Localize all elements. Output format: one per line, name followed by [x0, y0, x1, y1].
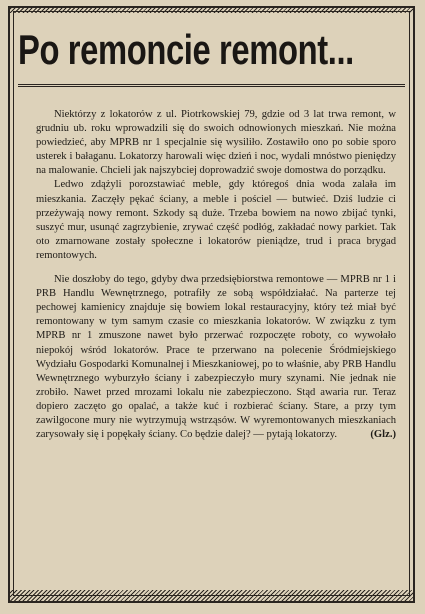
- headline-rule: [18, 84, 405, 85]
- article-paragraph-2: Ledwo zdążyli porozstawiać meble, gdy któregoś dnia woda zalała im mieszkania. Zaczęły pękać ściany, a meble i pościel — butwieć. Dziś ludzie ci przeżywają nowy remont. Szkody są duże. Trzeba bowiem na nowo zbijać tynki, suszyć mur, usunąć zagrzybienie, zrywać część podłóg, zakładać nowy parkiet. Tak oto zmarnowane zostały społeczne i lokatorów pieniądze, trud i praca brygad remontowych.: [36, 179, 396, 261]
- headline-rule-double: [18, 86, 405, 87]
- article-body: [36, 108, 396, 442]
- article-headline: Po remoncie remont...: [18, 26, 354, 73]
- bottom-hatched-border: [8, 590, 415, 602]
- article-paragraph-1: Niektórzy z lokatorów z ul. Piotrkowskiej 79, gdzie od 3 lat trwa remont, w grudniu ub. roku wprowadzili się do swoich odnowionych mieszkań. Nie można powiedzieć, aby MPRB nr 1 specjalnie się wysiliło. Zostawiło ono po sobie sporo usterek i bałaganu. Lokatorzy harowali więc dzień i noc, wydali mnóstwo pieniędzy na malowanie. Chcieli jak najszybciej doprowadzić swoje domostwa do porządku.: [36, 109, 396, 177]
- author-signoff: (Glz.): [370, 429, 396, 441]
- article-paragraph-3: Nie doszłoby do tego, gdyby dwa przedsiębiorstwa remontowe — MPRB nr 1 i PRB Handlu Wewnętrznego, potrafiły ze sobą współdziałać. Na parterze tej pechowej kamienicy znajduje się bowiem lokal restauracyjny, który też miał być remontowany w tym samym czasie co mieszkania lokatorów. W związku z tym MPRB nr 1 zmuszone nawet było przerwać rozpoczęte roboty, co wywołało niepokój wśród lokatorów. Prace te przerwano na polecenie Śródmiejskiego Wydziału Gospodarki Komunalnej i Mieszkaniowej, po to właśnie, aby PRB Handlu Wewnętrznego wyburzyło ściany i zabezpieczyło mury szynami. Nie jednak nie zrobiło. Nawet przed mrozami lokalu nie zabezpieczono. Stąd awaria rur. Teraz dopiero zaczęto go opalać, a także kuć i rozbierać ściany. Stare, a przy tym zawilgocone mury nie wytrzymują wstrząsów. W wyremontowanych mieszkaniach zarysowały się i popękały ściany. Co będzie dalej? — pytają lokatorzy.: [36, 274, 396, 441]
